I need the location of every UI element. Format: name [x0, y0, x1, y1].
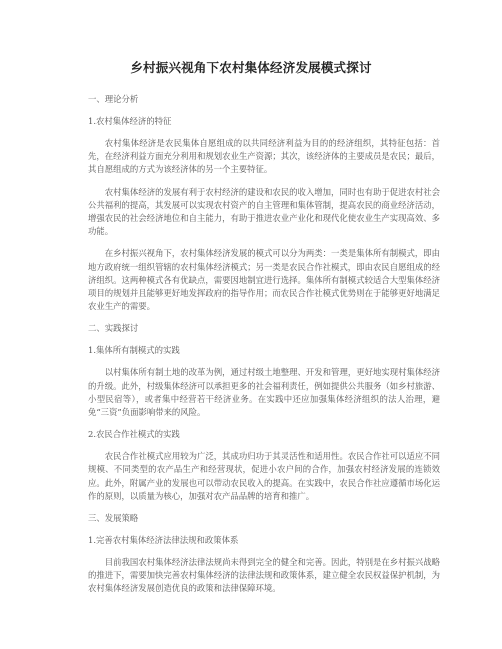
paragraph: 目前我国农村集体经济法律法规尚未得到完全的健全和完善。因此，特别是在乡村振兴战略的推进下，需要加快完善农村集体经济的法律法规和政策体系，建立健全农民权益保护机制，为农村集体经济发展创造优良的政策和法律保障环境。 — [88, 557, 440, 594]
subsection-heading: 1.完善农村集体经济法律法规和政策体系 — [88, 535, 239, 546]
section-heading: 二、实践探讨 — [88, 323, 139, 334]
section-1 — [88, 93, 440, 313]
section-2 — [88, 322, 440, 503]
subsection-heading: 2.农民合作社模式的实践 — [88, 429, 180, 440]
paragraph: 以村集体所有制土地的改革为例，通过村级土地整理、开发和管理，更好地实现村集体经济的升级。此外，村级集体经济可以承担更多的社会福利责任，例如提供公共服务（如乡村旅游、小型民宿等），或者集中经营若干经济业务。在实践中还应加强集体经济组织的法人治理，避免“三资”负面影响带来的风险。 — [88, 367, 440, 418]
subsection-heading: 1.集体所有制模式的实践 — [88, 345, 180, 356]
paragraph: 农村集体经济的发展有利于农村经济的建设和农民的收入增加，同时也有助于促进农村社会公共福利的提高，其发展可以实现农村资产的自主管理和集体管制，提高农民的商业经济活动，增强农民的社会经济地位和自主能力，有助于推进农业产业化和现代化使农业生产实现高效、多功能。 — [88, 186, 440, 237]
section-heading: 一、理论分析 — [88, 94, 139, 104]
section-heading: 三、发展策略 — [88, 513, 139, 524]
paragraph: 农民合作社模式应用较为广泛，其成功归功于其灵活性和适用性。农民合作社可以适应不同规模、不同类型的农产品生产和经营现状，促进小农户间的合作，加强农村经济发展的连锁效应。此外，附属产业的发展也可以带动农民收入的提高。在实践中，农民合作社应遵循市场化运作的原则，以质量为核心，加强对农产品品牌的培育和推广。 — [88, 451, 440, 501]
paragraph: 农村集体经济是农民集体自愿组成的以共同经济利益为目的的经济组织，其特征包括：首先，在经济利益方面充分利用和规划农业生产资源；其次，该经济体的主要成员是农民；最后，其自愿组成的方式为该经济体的另一个主要特征。 — [88, 138, 440, 175]
paragraph: 在乡村振兴视角下，农村集体经济发展的模式可以分为两类：一类是集体所有制模式，即由地方政府统一组织管辖的农村集体经济模式；另一类是农民合作社模式，即由农民自愿组成的经济组织。这两种模式各有优缺点，需要因地制宜进行选择。集体所有制模式较适合大型集体经济项目的规划并且能够更好地发挥政府的指导作用；而农民合作社模式优势则在于能够更好地满足农业生产的需要。 — [88, 248, 440, 312]
section-3 — [88, 512, 440, 596]
subsection-heading: 1.农村集体经济的特征 — [88, 116, 172, 126]
document-title: 乡村振兴视角下农村集体经济发展模式探讨 — [130, 60, 372, 75]
